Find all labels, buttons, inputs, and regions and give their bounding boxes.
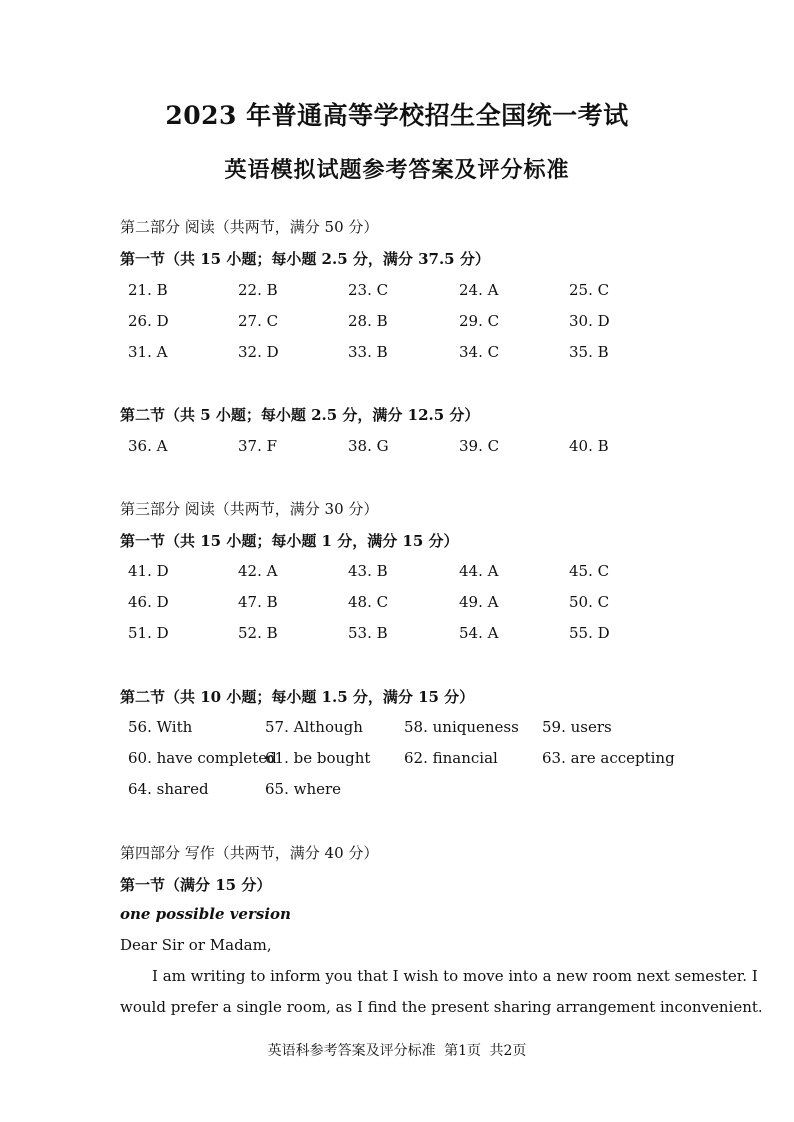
answer-item: 33. B	[348, 343, 388, 361]
answer-item: 63. are accepting	[542, 749, 675, 767]
answer-item: 31. A	[128, 343, 168, 361]
part3-section1-heading: 第一节（共 15 小题；每小题 1 分，满分 15 分）	[120, 532, 459, 550]
answer-item: 38. G	[348, 437, 389, 455]
part3-section2-heading: 第二节（共 10 小题；每小题 1.5 分，满分 15 分）	[120, 688, 475, 706]
answer-item: 29. C	[459, 312, 500, 330]
answer-item: 52. B	[238, 624, 278, 642]
part2-heading: 第二部分 阅读（共两节，满分 50 分）	[120, 218, 379, 236]
answer-item: 27. C	[238, 312, 279, 330]
answer-item: 23. C	[348, 281, 389, 299]
answer-item: 53. B	[348, 624, 388, 642]
answer-item: 26. D	[128, 312, 169, 330]
answer-item: 47. B	[238, 593, 278, 611]
answer-item: 56. With	[128, 718, 193, 736]
answer-item: 36. A	[128, 437, 168, 455]
answer-item: 32. D	[238, 343, 279, 361]
part2-section2-heading: 第二节（共 5 小题；每小题 2.5 分，满分 12.5 分）	[120, 406, 480, 424]
answer-item: 59. users	[542, 718, 612, 736]
answer-item: 57. Although	[265, 718, 363, 736]
answer-item: 39. C	[459, 437, 500, 455]
answer-item: 51. D	[128, 624, 169, 642]
answer-item: 58. uniqueness	[404, 718, 519, 736]
answer-item: 25. C	[569, 281, 610, 299]
page-footer: 英语科参考答案及评分标准 第1页 共2页	[267, 1043, 527, 1059]
answer-item: 55. D	[569, 624, 610, 642]
answer-item: 50. C	[569, 593, 610, 611]
answer-item: 37. F	[238, 437, 278, 455]
part3-heading: 第三部分 阅读（共两节，满分 30 分）	[120, 500, 379, 518]
answer-item: 35. B	[569, 343, 609, 361]
answer-item: 60. have completed	[128, 749, 277, 767]
part2-section1-heading: 第一节（共 15 小题；每小题 2.5 分，满分 37.5 分）	[120, 250, 490, 268]
answer-item: 42. A	[238, 562, 278, 580]
answer-item: 48. C	[348, 593, 389, 611]
answer-item: 21. B	[128, 281, 168, 299]
answer-item: 54. A	[459, 624, 499, 642]
letter-salutation: Dear Sir or Madam,	[120, 936, 272, 954]
answer-item: 46. D	[128, 593, 169, 611]
letter-line: would prefer a single room, as I find the present sharing arrangement inconvenient.	[120, 998, 763, 1016]
answer-item: 41. D	[128, 562, 169, 580]
answer-item: 64. shared	[128, 780, 209, 798]
answer-item: 24. A	[459, 281, 499, 299]
answer-item: 62. financial	[404, 749, 498, 767]
answer-item: 44. A	[459, 562, 499, 580]
answer-item: 61. be bought	[265, 749, 371, 767]
answer-item: 49. A	[459, 593, 499, 611]
part4-heading: 第四部分 写作（共两节，满分 40 分）	[120, 844, 379, 862]
answer-item: 45. C	[569, 562, 610, 580]
page-title: 2023 年普通高等学校招生全国统一考试	[165, 101, 629, 130]
page-subtitle: 英语模拟试题参考答案及评分标准	[224, 157, 570, 183]
answer-item: 30. D	[569, 312, 610, 330]
part4-section1-heading: 第一节（满分 15 分）	[120, 876, 272, 894]
version-label: one possible version	[120, 905, 291, 923]
answer-item: 43. B	[348, 562, 388, 580]
letter-line: I am writing to inform you that I wish to move into a new room next semester. I	[152, 967, 758, 985]
answer-item: 22. B	[238, 281, 278, 299]
answer-item: 28. B	[348, 312, 388, 330]
answer-item: 65. where	[265, 780, 342, 798]
answer-item: 34. C	[459, 343, 500, 361]
answer-item: 40. B	[569, 437, 609, 455]
